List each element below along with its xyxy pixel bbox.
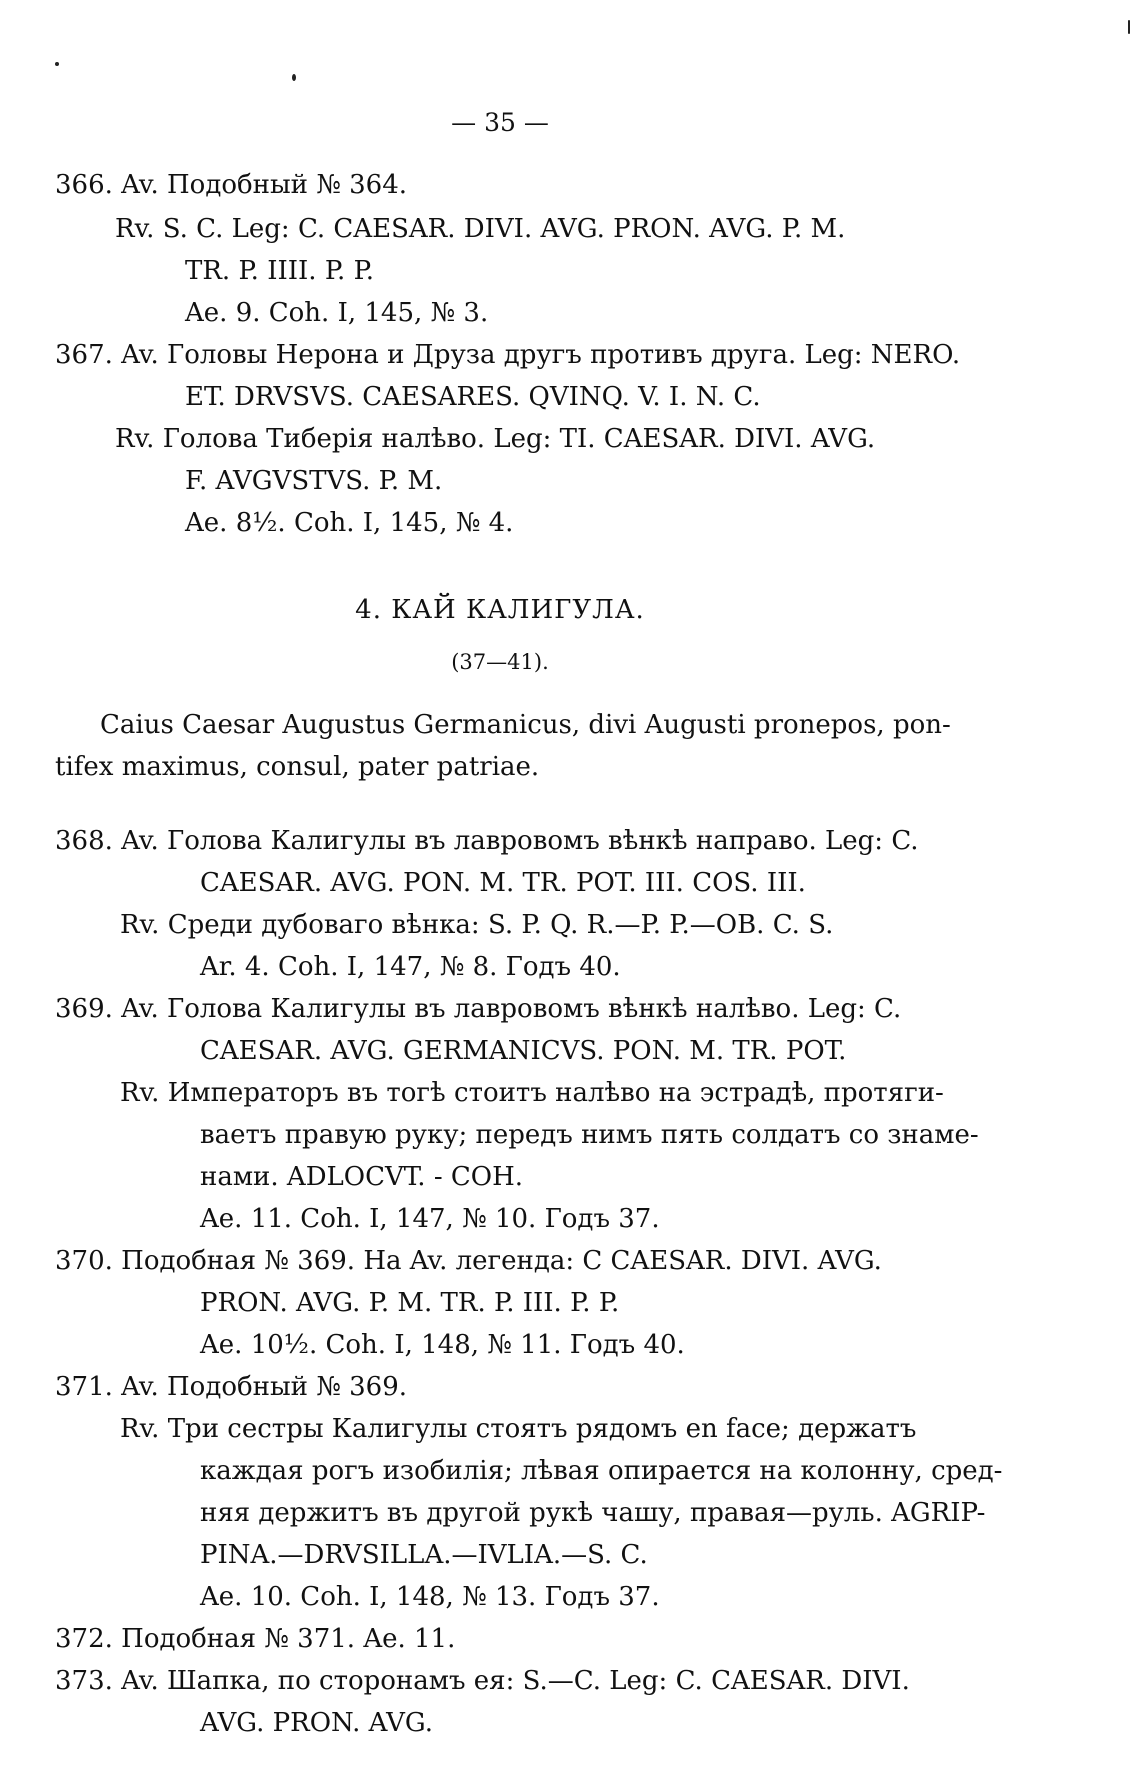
entry-line: CAESAR. AVG. PON. M. TR. POT. III. COS. III. xyxy=(200,868,806,898)
entry-line: 371. Av. Подобный № 369. xyxy=(55,1372,408,1402)
entry-line: ваетъ правую руку; передъ нимъ пять солдатъ со знаме- xyxy=(200,1120,979,1150)
entry-line: 366. Av. Подобный № 364. xyxy=(55,170,408,200)
section-dates: (37—41). xyxy=(451,650,549,674)
scan-speck xyxy=(1128,20,1130,34)
scan-speck xyxy=(292,74,296,81)
entry-line: 367. Av. Головы Нерона и Друза другъ противъ друга. Leg: NERO. xyxy=(55,340,961,370)
entry-line: Ae. 10½. Coh. I, 148, № 11. Годъ 40. xyxy=(200,1330,685,1360)
entry-line: Ae. 11. Coh. I, 147, № 10. Годъ 37. xyxy=(200,1204,660,1234)
entry-line: AVG. PRON. AVG. xyxy=(200,1708,433,1738)
entry-line: Ae. 9. Coh. I, 145, № 3. xyxy=(185,298,489,328)
entry-line: PINA.—DRVSILLA.—IVLIA.—S. C. xyxy=(200,1540,648,1570)
entry-line: нами. ADLOCVT. - COH. xyxy=(200,1162,524,1192)
entry-line: 369. Av. Голова Калигулы въ лавровомъ вѣнкѣ налѣво. Leg: C. xyxy=(55,994,902,1024)
entry-line: няя держитъ въ другой рукѣ чашу, правая—руль. AGRIP- xyxy=(200,1498,986,1528)
entry-line: Ae. 8½. Coh. I, 145, № 4. xyxy=(185,508,514,538)
entry-line: 368. Av. Голова Калигулы въ лавровомъ вѣнкѣ направо. Leg: C. xyxy=(55,826,919,856)
entry-line: 370. Подобная № 369. На Av. легенда: C CAESAR. DIVI. AVG. xyxy=(55,1246,882,1276)
page-number: — 35 — xyxy=(451,108,549,137)
scan-speck xyxy=(55,62,59,66)
section-intro-line: Caius Caesar Augustus Germanicus, divi Augusti pronepos, pon- xyxy=(100,710,951,740)
entry-line: CAESAR. AVG. GERMANICVS. PON. M. TR. POT. xyxy=(200,1036,847,1066)
entry-line: Rv. S. C. Leg: C. CAESAR. DIVI. AVG. PRON. AVG. P. M. xyxy=(115,214,846,244)
entry-line: 372. Подобная № 371. Ae. 11. xyxy=(55,1624,456,1654)
section-heading: 4. КАЙ КАЛИГУЛА. xyxy=(355,595,645,625)
entry-line: 373. Av. Шапка, по сторонамъ ея: S.—C. Leg: C. CAESAR. DIVI. xyxy=(55,1666,910,1696)
entry-line: PRON. AVG. P. M. TR. P. III. P. P. xyxy=(200,1288,620,1318)
entry-line: Ae. 10. Coh. I, 148, № 13. Годъ 37. xyxy=(200,1582,660,1612)
entry-line: Rv. Голова Тиберія налѣво. Leg: TI. CAESAR. DIVI. AVG. xyxy=(115,424,876,454)
entry-line: Rv. Среди дубоваго вѣнка: S. P. Q. R.—P. P.—OB. C. S. xyxy=(120,910,834,940)
entry-line: TR. P. IIII. P. P. xyxy=(185,256,375,286)
section-intro-line: tifex maximus, consul, pater patriae. xyxy=(55,752,540,782)
entry-line: каждая рогъ изобилія; лѣвая опирается на колонну, сред- xyxy=(200,1456,1003,1486)
entry-line: F. AVGVSTVS. P. M. xyxy=(185,466,443,496)
entry-line: ET. DRVSVS. CAESARES. QVINQ. V. I. N. C. xyxy=(185,382,761,412)
entry-line: Rv. Императоръ въ тогѣ стоитъ налѣво на эстрадѣ, протяги- xyxy=(120,1078,944,1108)
entry-line: Rv. Три сестры Калигулы стоятъ рядомъ en face; держатъ xyxy=(120,1414,917,1444)
entry-line: Ar. 4. Coh. I, 147, № 8. Годъ 40. xyxy=(200,952,621,982)
